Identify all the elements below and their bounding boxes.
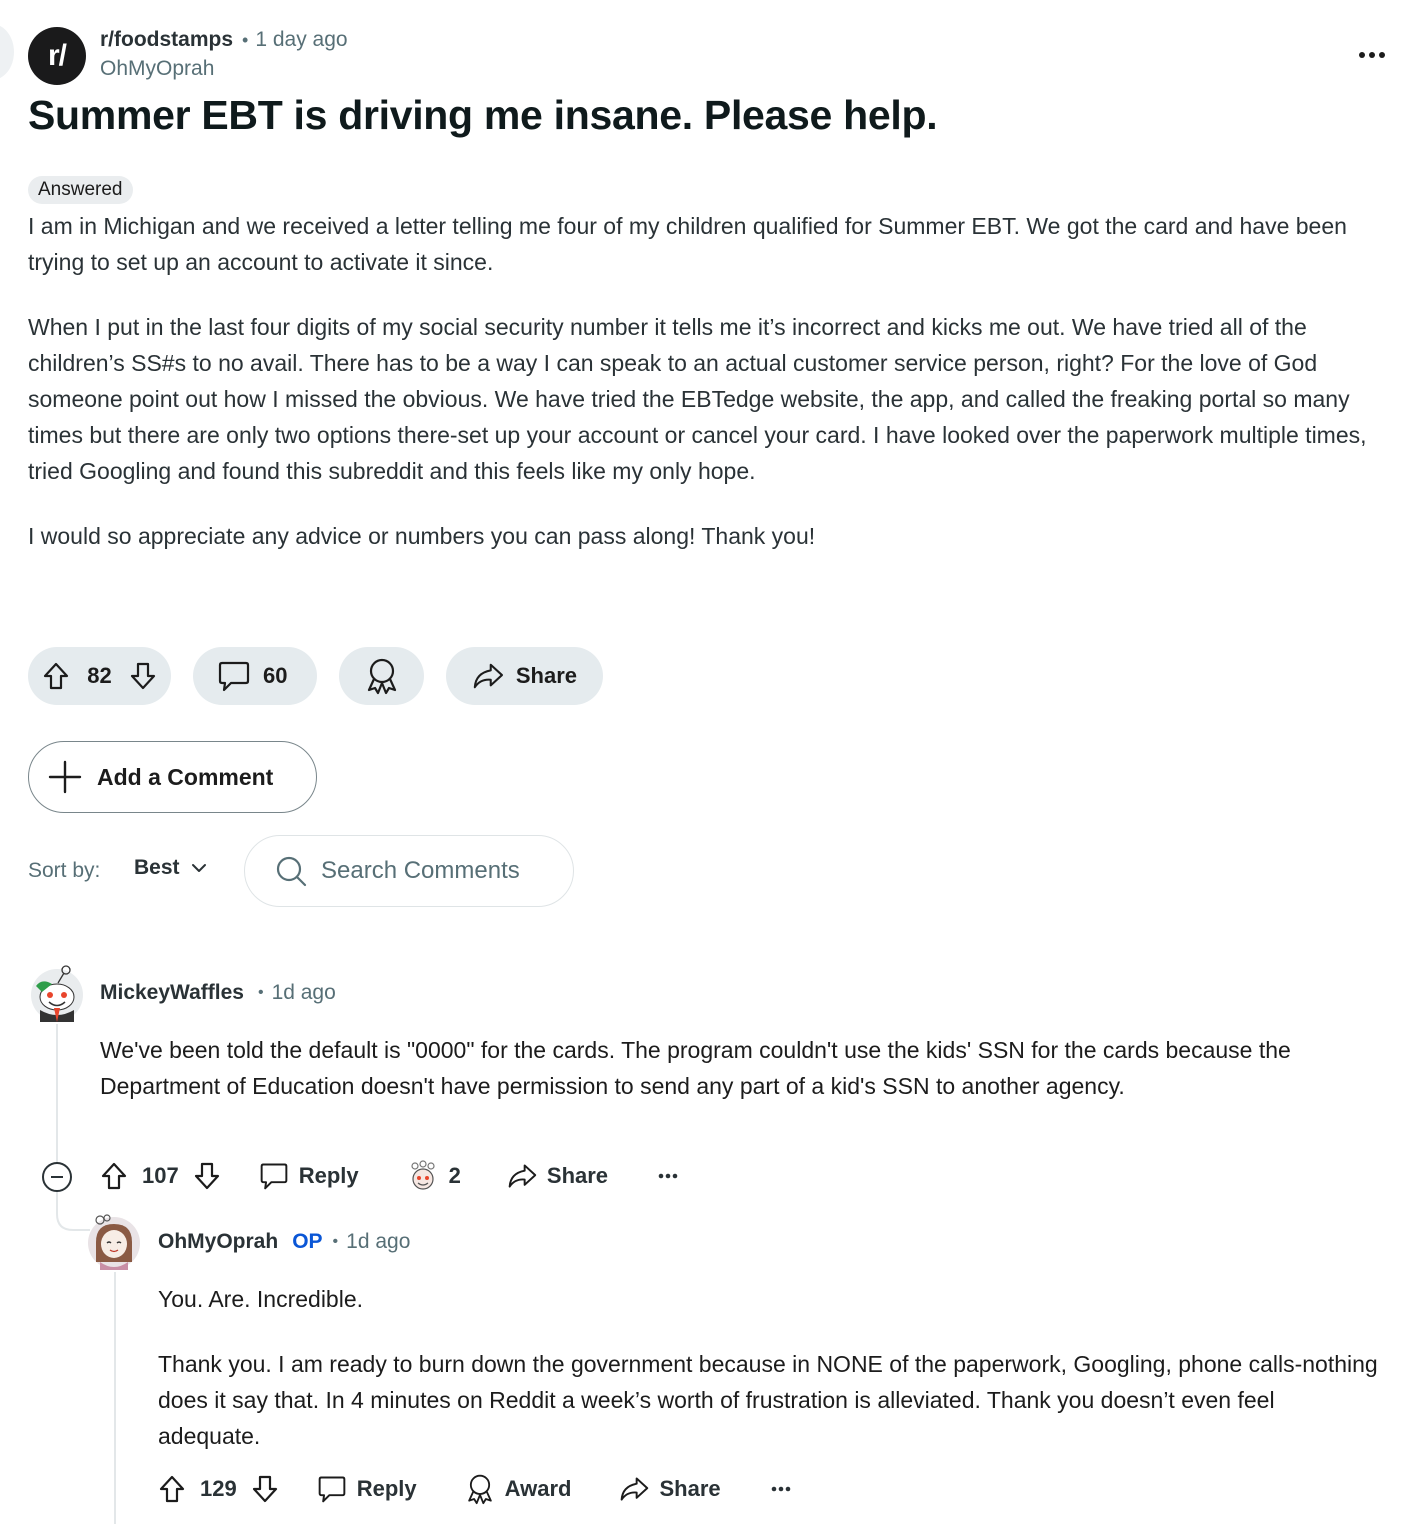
thread-line[interactable] [114, 1272, 116, 1524]
downvote-icon[interactable] [193, 1161, 221, 1191]
post-author[interactable]: OhMyOprah [100, 57, 215, 80]
more-options-button[interactable] [1350, 40, 1394, 70]
comment-body [100, 1032, 1370, 1133]
award-icon [465, 1473, 495, 1505]
upvote-icon[interactable] [100, 1161, 128, 1191]
award-icon [364, 657, 400, 695]
comment-icon [259, 1161, 289, 1191]
post-paragraph: When I put in the last four digits of my social security number it tells me it’s incorrect and kicks me out. We have tried all of the children’s SS#s to no avail. There has to be a way I can speak to an actual customer service person, right? For the love of God someone point out how I missed the obvious. We have tried the EBTedge website, the app, and called the freaking portal so many times but there are only two options there-set up your account or cancel your card. I have looked over the paperwork multiple times, tried Googling and found this subreddit and this feels like my only hope. [28, 314, 1367, 484]
sort-value: Best [134, 856, 180, 879]
award-icon [407, 1160, 439, 1192]
reply-label: Reply [356, 1476, 417, 1501]
comment-paragraph: Thank you. I am ready to burn down the government because in NONE of the paperwork, Googling, phone calls-nothing does it say that. In 4 minutes on Reddit a week’s worth of frustration is alleviated. Thank you doesn’t even feel adequate. [158, 1351, 1378, 1449]
meta-separator: • [257, 984, 264, 1001]
award-button[interactable] [465, 1473, 572, 1505]
ellipsis-icon [771, 1486, 791, 1492]
subreddit-name[interactable]: r/foodstamps [100, 28, 234, 51]
subreddit-avatar[interactable] [28, 27, 86, 85]
post-share-button[interactable] [446, 647, 603, 705]
reply-label: Reply [298, 1163, 359, 1188]
comment-time: 1d ago [346, 1230, 411, 1253]
comment-more-button[interactable] [658, 1173, 678, 1179]
thread-curve [56, 1192, 90, 1232]
post-paragraph: I am in Michigan and we received a letter telling me four of my children qualified for Summer EBT. We got the card and have been trying to set up an account to activate it since. [28, 213, 1347, 275]
share-icon [507, 1162, 537, 1190]
post-body [28, 208, 1390, 583]
thread-line[interactable] [56, 1024, 58, 1164]
minus-icon [51, 1176, 63, 1178]
search-icon [275, 855, 307, 887]
chevron-down-icon [190, 862, 208, 874]
share-icon [472, 661, 504, 691]
search-placeholder: Search Comments [321, 857, 520, 884]
meta-separator: • [332, 1233, 339, 1250]
post-paragraph: I would so appreciate any advice or numbers you can pass along! Thank you! [28, 523, 816, 549]
add-comment-button[interactable] [28, 741, 317, 813]
comment-vote-control [158, 1474, 279, 1504]
reply-button[interactable] [317, 1474, 417, 1504]
user-avatar[interactable] [86, 1212, 142, 1270]
comment-vote-count: 107 [142, 1163, 179, 1188]
post-comments-button[interactable] [193, 647, 317, 705]
ellipsis-icon [1359, 52, 1385, 58]
search-comments-input[interactable] [244, 835, 574, 907]
comment-icon [317, 1474, 347, 1504]
comment-time: 1d ago [271, 981, 336, 1004]
share-button[interactable] [619, 1475, 720, 1503]
upvote-icon[interactable] [158, 1474, 186, 1504]
post-vote-control [28, 647, 171, 705]
op-badge: OP [292, 1230, 323, 1253]
award-count-button[interactable] [407, 1160, 461, 1192]
post-comment-count: 60 [263, 663, 288, 688]
award-count: 2 [448, 1163, 461, 1188]
post-flair[interactable]: Answered [28, 176, 133, 204]
share-label: Share [659, 1476, 721, 1501]
comment-author-row [158, 1230, 410, 1254]
comment-paragraph: We've been told the default is "0000" for the cards. The program couldn't use the kids' SSN for the cards because the Department of Education doesn't have permission to send any part of a kid's SSN to another agency. [100, 1037, 1291, 1099]
side-panel-edge [0, 24, 14, 80]
add-comment-label: Add a Comment [97, 763, 274, 790]
comment-body [158, 1281, 1378, 1483]
share-label: Share [515, 663, 577, 688]
meta-separator: • [242, 29, 249, 50]
comment-author-row [100, 981, 336, 1005]
share-icon [619, 1475, 649, 1503]
comment-actions [100, 1158, 678, 1194]
comment-author[interactable]: MickeyWaffles [100, 981, 244, 1004]
downvote-icon[interactable] [129, 661, 157, 691]
comment-author[interactable]: OhMyOprah [158, 1230, 279, 1253]
sort-label: Sort by: [28, 859, 101, 882]
comment-paragraph: You. Are. Incredible. [158, 1286, 364, 1312]
reply-button[interactable] [259, 1161, 359, 1191]
collapse-thread-button[interactable] [42, 1162, 72, 1192]
post-time: 1 day ago [255, 28, 348, 51]
post-meta [100, 28, 348, 52]
plus-icon [47, 759, 83, 795]
upvote-icon[interactable] [42, 661, 70, 691]
comment-more-button[interactable] [771, 1486, 791, 1492]
share-button[interactable] [507, 1162, 608, 1190]
sort-dropdown[interactable] [134, 856, 208, 880]
comment-vote-control [100, 1161, 221, 1191]
post-title: Summer EBT is driving me insane. Please help. [28, 92, 938, 138]
comment-icon [217, 659, 251, 693]
subreddit-avatar-text: r/ [47, 39, 66, 72]
post-vote-count: 82 [87, 663, 112, 688]
comment-vote-count: 129 [200, 1476, 237, 1501]
ellipsis-icon [658, 1173, 678, 1179]
user-avatar[interactable] [28, 964, 86, 1022]
downvote-icon[interactable] [251, 1474, 279, 1504]
post-award-button[interactable] [339, 647, 424, 705]
share-label: Share [546, 1163, 609, 1188]
award-label: Award [504, 1476, 572, 1501]
comment-actions [158, 1471, 791, 1507]
